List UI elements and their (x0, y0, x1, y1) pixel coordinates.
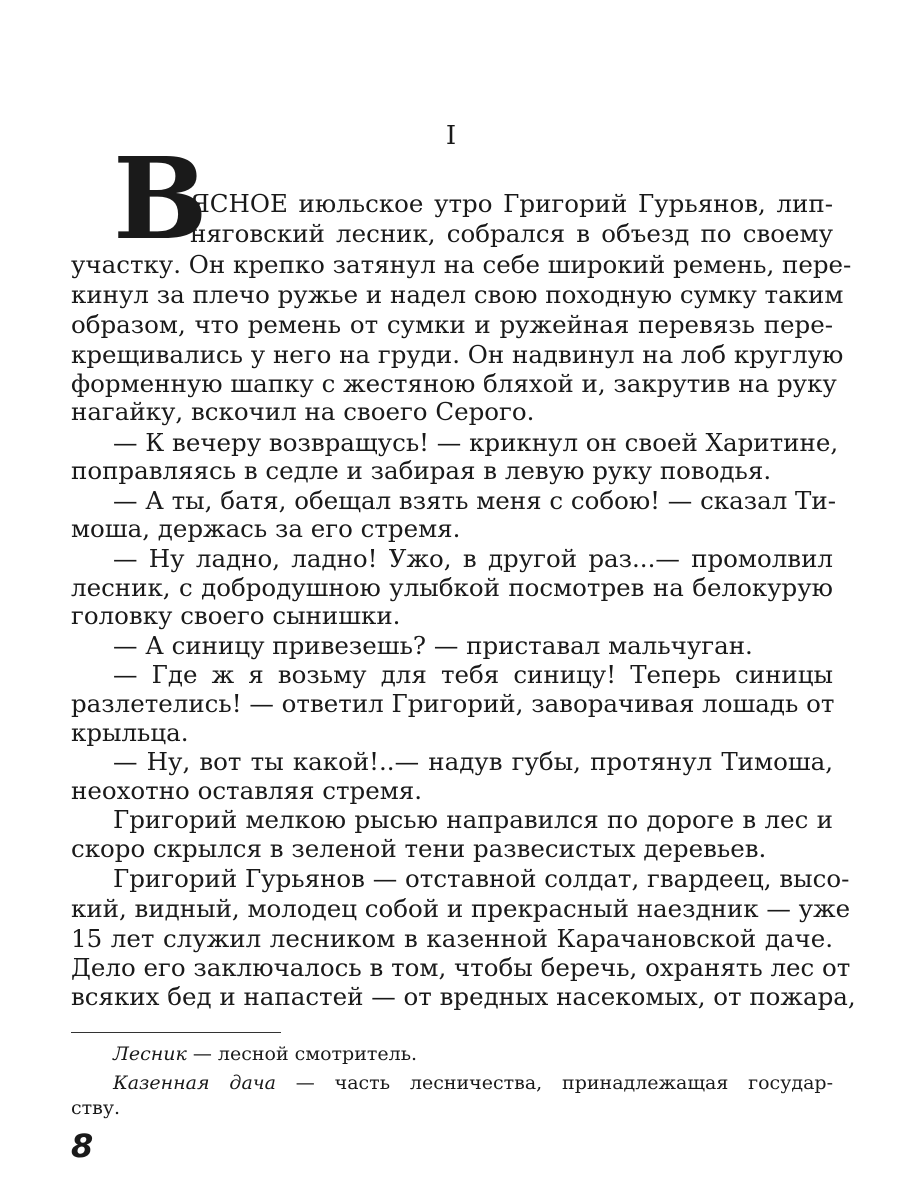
text-line: нагайку, вскочил на своего Серого. (71, 397, 535, 426)
footnote-term: Казенная дача (113, 1072, 276, 1094)
text-line: Дело его заключалось в том, чтобы беречь, охранять лес от (71, 953, 851, 982)
footnote-text: — часть лесничества, принадлежащая государ- (275, 1072, 833, 1094)
text-line: Григорий мелкою рысью направился по дороге в лес и (113, 805, 833, 834)
text-line: участку. Он крепко затянул на себе широкий ремень, пере- (71, 250, 852, 279)
text-line: — Ну ладно, ладно! Ужо, в другой раз...— промолвил (113, 544, 833, 573)
text-line: Григорий Гурьянов — отставной солдат, гвардеец, высо- (113, 864, 850, 893)
text-line: няговский лесник, собрался в объезд по своему (190, 219, 833, 248)
text-line: — Ну, вот ты какой!..— надув губы, протянул Тимоша, (113, 747, 833, 776)
text-line: лесник, с добродушною улыбкой посмотрев на белокурую (71, 573, 833, 602)
text-line: крещивались у него на груди. Он надвинул на лоб круглую (71, 340, 844, 369)
text-line: всяких бед и напастей — от вредных насекомых, от пожара, (71, 982, 856, 1011)
text-line: кий, видный, молодец собой и прекрасный наездник — уже (71, 894, 851, 923)
footnote (113, 1042, 417, 1067)
chapter-number: I (445, 121, 457, 151)
text-line: 15 лет служил лесником в казенной Карачановской даче. (71, 924, 833, 953)
text-line: неохотно оставляя стремя. (71, 776, 423, 805)
text-line: скоро скрылся в зеленой тени развесистых деревьев. (71, 834, 767, 863)
footnote-term: Лесник (113, 1043, 187, 1065)
text-line: моша, держась за его стремя. (71, 514, 461, 543)
page-number: 8 (71, 1127, 94, 1165)
drop-cap: В (113, 134, 206, 265)
text-line: — Где ж я возьму для тебя синицу! Теперь синицы (113, 660, 833, 689)
text-line: разлетелись! — ответил Григорий, заворачивая лошадь от (71, 689, 835, 718)
text-line: образом, что ремень от сумки и ружейная перевязь пере- (71, 310, 833, 339)
text-line: — К вечеру возвращусь! — крикнул он своей Харитине, (113, 428, 839, 457)
footnote-text: — лесной смотритель. (186, 1043, 418, 1065)
text-line: ЯСНОЕ июльское утро Григорий Гурьянов, лип- (190, 189, 833, 218)
text-line: кинул за плечо ружье и надел свою походную сумку таким (71, 280, 844, 309)
text-line: поправляясь в седле и забирая в левую руку поводья. (71, 456, 772, 485)
text-line: — А синицу привезешь? — приставал мальчуган. (113, 631, 753, 660)
text-line: форменную шапку с жестяною бляхой и, закрутив на руку (71, 369, 837, 398)
text-line: — А ты, батя, обещал взять меня с собою! — сказал Ти- (113, 486, 837, 515)
footnote (113, 1071, 833, 1096)
text-line: крыльца. (71, 718, 189, 747)
footnote-divider (71, 1032, 281, 1033)
text-line: головку своего сынишки. (71, 601, 401, 630)
footnote-continuation: ству. (71, 1097, 121, 1119)
